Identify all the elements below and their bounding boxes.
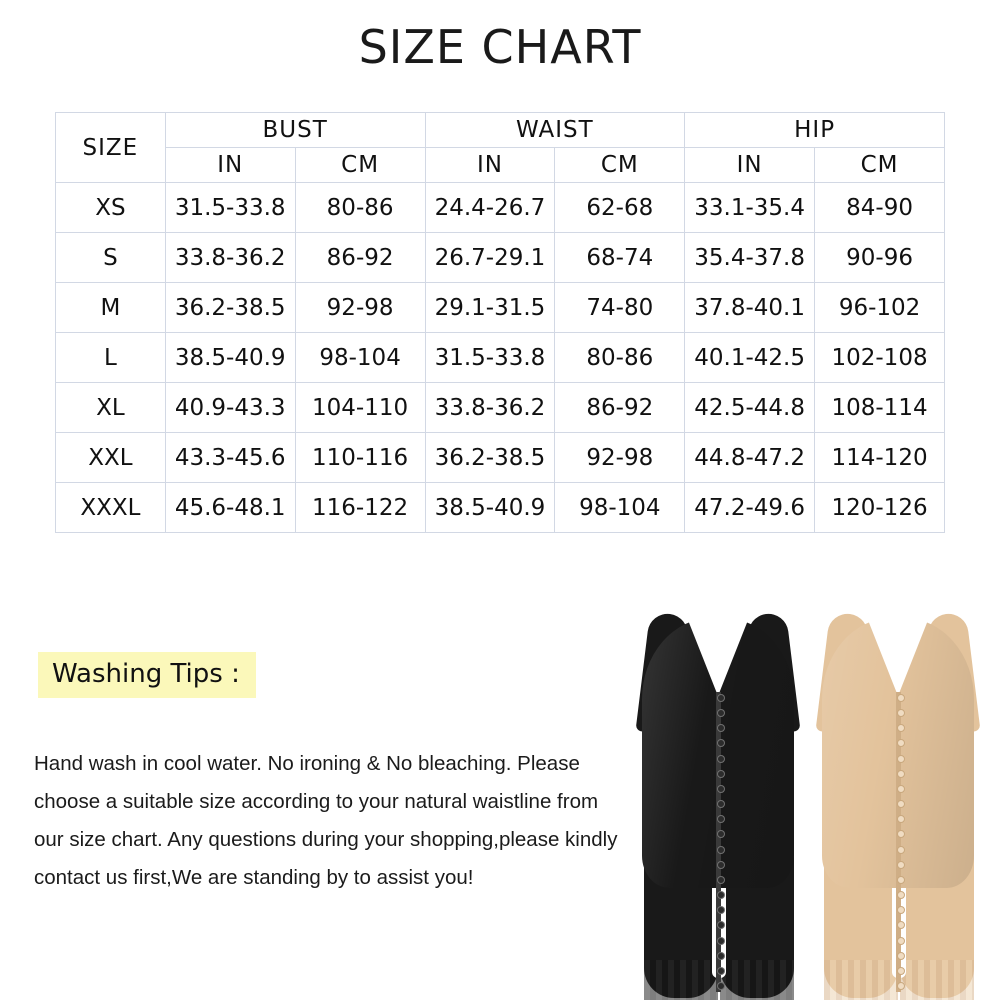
hook-icon (897, 770, 905, 778)
cell-bust-cm: 86-92 (295, 233, 425, 283)
header-hip-in: IN (685, 148, 815, 183)
lace-hem-left (824, 960, 898, 1000)
hook-icon (717, 967, 725, 975)
table-body (56, 183, 945, 533)
hook-icon (897, 952, 905, 960)
hook-icon (897, 815, 905, 823)
hook-icon (717, 861, 725, 869)
hook-icon (897, 785, 905, 793)
header-waist-in: IN (425, 148, 555, 183)
cell-hip-in: 37.8-40.1 (685, 283, 815, 333)
cell-hip-in: 47.2-49.6 (685, 483, 815, 533)
hook-and-eye-closure (710, 692, 732, 992)
hook-icon (897, 906, 905, 914)
cell-waist-cm: 98-104 (555, 483, 685, 533)
hook-icon (897, 982, 905, 990)
table-row (56, 433, 945, 483)
cell-hip-in: 40.1-42.5 (685, 333, 815, 383)
hook-icon (717, 724, 725, 732)
hook-icon (717, 800, 725, 808)
washing-tips-heading: Washing Tips : (38, 652, 256, 698)
hook-icon (717, 694, 725, 702)
hook-icon (897, 694, 905, 702)
hook-icon (897, 709, 905, 717)
cell-hip-in: 35.4-37.8 (685, 233, 815, 283)
table-row (56, 483, 945, 533)
cell-bust-in: 36.2-38.5 (165, 283, 295, 333)
table-row (56, 333, 945, 383)
hook-and-eye-closure (890, 692, 912, 992)
cell-hip-cm: 108-114 (815, 383, 945, 433)
header-waist-cm: CM (555, 148, 685, 183)
hook-icon (717, 830, 725, 838)
cell-waist-cm: 68-74 (555, 233, 685, 283)
hook-icon (717, 846, 725, 854)
cell-bust-cm: 80-86 (295, 183, 425, 233)
table-row (56, 283, 945, 333)
hook-icon (717, 815, 725, 823)
hook-icon (717, 921, 725, 929)
cell-hip-cm: 120-126 (815, 483, 945, 533)
table-header (56, 113, 945, 183)
hook-icon (897, 755, 905, 763)
cell-bust-cm: 110-116 (295, 433, 425, 483)
hook-icon (717, 770, 725, 778)
cell-bust-in: 31.5-33.8 (165, 183, 295, 233)
header-bust-in: IN (165, 148, 295, 183)
cell-waist-cm: 92-98 (555, 433, 685, 483)
product-photo-black (628, 600, 808, 1000)
hook-icon (897, 724, 905, 732)
cell-hip-in: 44.8-47.2 (685, 433, 815, 483)
cell-size: L (56, 333, 166, 383)
lace-hem-left (644, 960, 718, 1000)
cell-bust-in: 40.9-43.3 (165, 383, 295, 433)
cell-size: XS (56, 183, 166, 233)
cell-size: XL (56, 383, 166, 433)
hook-icon (717, 709, 725, 717)
cell-bust-in: 43.3-45.6 (165, 433, 295, 483)
cell-bust-in: 45.6-48.1 (165, 483, 295, 533)
cell-size: XXL (56, 433, 166, 483)
cell-waist-cm: 86-92 (555, 383, 685, 433)
hook-icon (897, 921, 905, 929)
cell-waist-in: 31.5-33.8 (425, 333, 555, 383)
table-header-row-units (56, 148, 945, 183)
table-header-row-groups (56, 113, 945, 148)
product-photos (612, 600, 1000, 1000)
washing-tips-text: Hand wash in cool water. No ironing & No bleaching. Please choose a suitable size according to your natural waistline from our size chart. Any questions during your shopping,please kindly contact us first,We are standing by to assist you! (34, 752, 618, 889)
cell-size: M (56, 283, 166, 333)
hook-icon (897, 739, 905, 747)
cell-bust-in: 33.8-36.2 (165, 233, 295, 283)
size-chart-table-wrapper (55, 112, 945, 533)
header-size: SIZE (56, 113, 166, 183)
cell-waist-cm: 80-86 (555, 333, 685, 383)
header-bust: BUST (165, 113, 425, 148)
hook-icon (717, 952, 725, 960)
cell-hip-cm: 84-90 (815, 183, 945, 233)
hook-icon (897, 876, 905, 884)
hook-icon (897, 800, 905, 808)
cell-hip-cm: 90-96 (815, 233, 945, 283)
product-photo-nude (808, 600, 988, 1000)
cell-bust-cm: 92-98 (295, 283, 425, 333)
cell-hip-in: 42.5-44.8 (685, 383, 815, 433)
cell-waist-in: 24.4-26.7 (425, 183, 555, 233)
cell-bust-cm: 104-110 (295, 383, 425, 433)
table-row (56, 383, 945, 433)
cell-hip-in: 33.1-35.4 (685, 183, 815, 233)
cell-waist-in: 29.1-31.5 (425, 283, 555, 333)
hook-icon (717, 982, 725, 990)
page-title: SIZE CHART (358, 20, 642, 74)
cell-hip-cm: 96-102 (815, 283, 945, 333)
cell-hip-cm: 102-108 (815, 333, 945, 383)
cell-hip-cm: 114-120 (815, 433, 945, 483)
hook-icon (897, 830, 905, 838)
cell-size: XXXL (56, 483, 166, 533)
cell-bust-in: 38.5-40.9 (165, 333, 295, 383)
header-hip: HIP (685, 113, 945, 148)
hook-icon (717, 739, 725, 747)
cell-size: S (56, 233, 166, 283)
header-bust-cm: CM (295, 148, 425, 183)
cell-bust-cm: 116-122 (295, 483, 425, 533)
hook-icon (717, 876, 725, 884)
cell-waist-cm: 74-80 (555, 283, 685, 333)
hook-icon (897, 891, 905, 899)
cell-waist-in: 26.7-29.1 (425, 233, 555, 283)
hook-icon (717, 906, 725, 914)
cell-waist-cm: 62-68 (555, 183, 685, 233)
cell-waist-in: 33.8-36.2 (425, 383, 555, 433)
cell-waist-in: 36.2-38.5 (425, 433, 555, 483)
header-waist: WAIST (425, 113, 685, 148)
size-chart-table (55, 112, 945, 533)
hook-icon (717, 785, 725, 793)
cell-bust-cm: 98-104 (295, 333, 425, 383)
hook-icon (717, 937, 725, 945)
table-row (56, 183, 945, 233)
cell-waist-in: 38.5-40.9 (425, 483, 555, 533)
hook-icon (717, 755, 725, 763)
hook-icon (897, 937, 905, 945)
hook-icon (717, 891, 725, 899)
hook-icon (897, 846, 905, 854)
header-hip-cm: CM (815, 148, 945, 183)
hook-icon (897, 861, 905, 869)
table-row (56, 233, 945, 283)
hook-icon (897, 967, 905, 975)
